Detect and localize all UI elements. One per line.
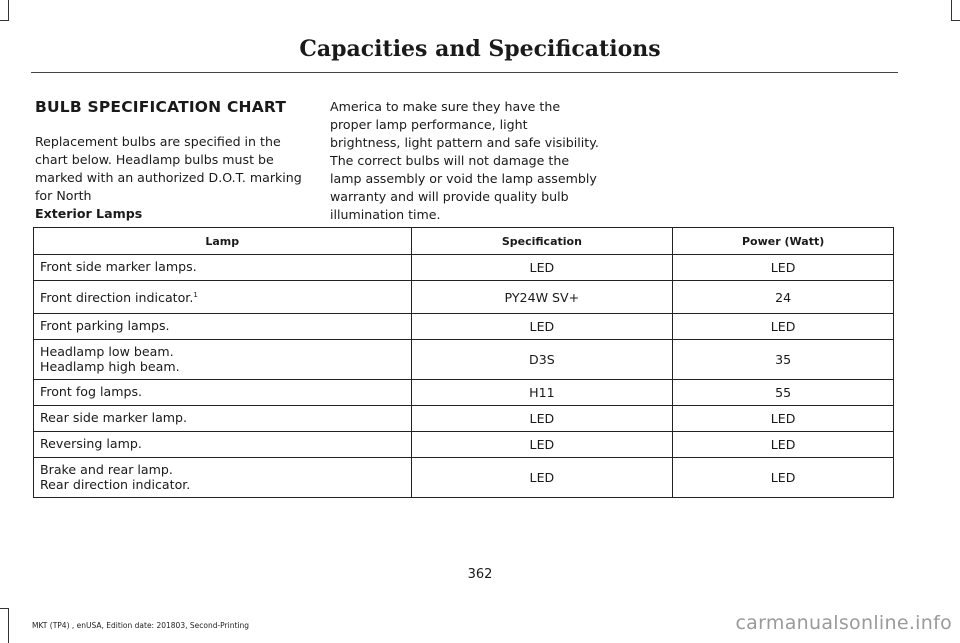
table-row bbox=[34, 432, 894, 458]
cell-spec: PY24W SV+ bbox=[411, 281, 673, 314]
cell-spec: LED bbox=[411, 314, 673, 340]
lamp-name: Headlamp high beam. bbox=[40, 358, 180, 374]
cell-power: 55 bbox=[673, 380, 894, 406]
cell-spec: LED bbox=[411, 406, 673, 432]
crop-mark-top-right-h bbox=[951, 20, 960, 21]
column-header-specification: Specification bbox=[411, 228, 673, 255]
lamp-name: Front parking lamps. bbox=[40, 318, 170, 334]
watermark-link[interactable]: carmanualsonline.info bbox=[735, 612, 952, 634]
cell-lamp bbox=[34, 432, 412, 458]
table-row bbox=[34, 458, 894, 498]
crop-mark-bottom-left-v bbox=[8, 608, 9, 643]
intro-paragraph-right: America to make sure they have the proper lamp performance, light brightness, light pattern and safe visibility. The correct bulbs will not damage the lamp assembly or void the lamp assembly warranty and will provide quality bulb illumination time. bbox=[330, 99, 599, 222]
lamp-name: Front fog lamps. bbox=[40, 384, 143, 400]
cell-spec: H11 bbox=[411, 380, 673, 406]
page-header-title: Capacities and Specifications bbox=[299, 36, 661, 62]
cell-lamp bbox=[34, 340, 412, 380]
edition-footer: MKT (TP4) , enUSA, Edition date: 201803, Second-Printing bbox=[32, 621, 250, 630]
cell-lamp bbox=[34, 380, 412, 406]
bulb-spec-table bbox=[33, 227, 894, 498]
lamp-name: Rear side marker lamp. bbox=[40, 410, 188, 426]
table-row bbox=[34, 406, 894, 432]
cell-lamp bbox=[34, 458, 412, 498]
cell-power: LED bbox=[673, 255, 894, 281]
cell-power: LED bbox=[673, 406, 894, 432]
section-heading: BULB SPECIFICATION CHART bbox=[35, 98, 287, 116]
lamp-name: Rear direction indicator. bbox=[40, 476, 191, 492]
lamp-name: Reversing lamp. bbox=[40, 436, 142, 452]
table-row bbox=[34, 255, 894, 281]
cell-power: 24 bbox=[673, 281, 894, 314]
crop-mark-bottom-left-h bbox=[0, 608, 9, 609]
page-number: 362 bbox=[467, 567, 493, 582]
cell-lamp bbox=[34, 314, 412, 340]
cell-power: 35 bbox=[673, 340, 894, 380]
table-subheading: Exterior Lamps bbox=[35, 206, 143, 221]
cell-power: LED bbox=[673, 314, 894, 340]
crop-mark-top-left-v bbox=[8, 0, 9, 20]
cell-spec: LED bbox=[411, 458, 673, 498]
table-header-row bbox=[34, 228, 894, 255]
cell-spec: LED bbox=[411, 432, 673, 458]
lamp-name: Front side marker lamps. bbox=[40, 259, 197, 275]
header-divider bbox=[31, 72, 898, 73]
crop-mark-top-right-v bbox=[951, 0, 952, 20]
footnote-marker: 1 bbox=[193, 291, 198, 300]
lamp-name: Front direction indicator. bbox=[40, 290, 194, 306]
table-row bbox=[34, 340, 894, 380]
lamp-name: Headlamp low beam. bbox=[40, 344, 174, 359]
cell-spec: D3S bbox=[411, 340, 673, 380]
table-row bbox=[34, 380, 894, 406]
cell-power: LED bbox=[673, 458, 894, 498]
crop-mark-top-left-h bbox=[0, 20, 9, 21]
table-row bbox=[34, 314, 894, 340]
table-row bbox=[34, 281, 894, 314]
lamp-name: Brake and rear lamp. bbox=[40, 462, 173, 477]
cell-lamp bbox=[34, 281, 412, 314]
column-header-lamp: Lamp bbox=[34, 228, 412, 255]
cell-lamp bbox=[34, 255, 412, 281]
cell-spec: LED bbox=[411, 255, 673, 281]
intro-paragraph-left: Replacement bulbs are specified in the chart below. Headlamp bulbs must be marked with an authorized D.O.T. marking for North bbox=[35, 134, 302, 203]
column-header-power: Power (Watt) bbox=[673, 228, 894, 255]
cell-lamp bbox=[34, 406, 412, 432]
cell-power: LED bbox=[673, 432, 894, 458]
